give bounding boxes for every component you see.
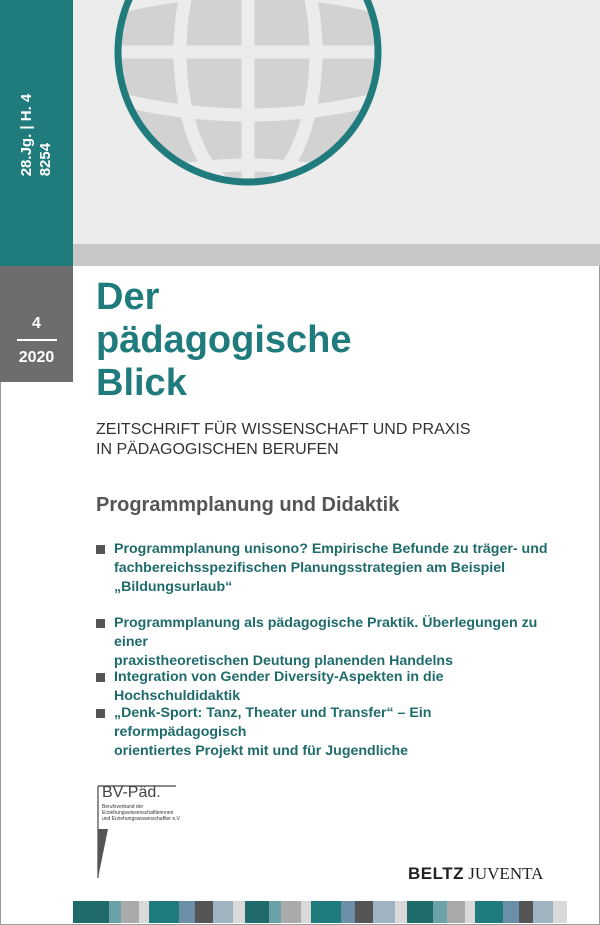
publisher-name-2: JUVENTA	[468, 864, 544, 883]
bottom-stripe	[73, 901, 600, 923]
subtitle-line: IN PÄDAGOGISCHEN BERUFEN	[96, 441, 339, 458]
article-line: orientiertes Projekt mit und für Jugendliche	[114, 743, 409, 759]
association-name: BV-Päd.	[102, 784, 161, 801]
publisher-name-1: BELTZ	[408, 864, 465, 883]
article-line: fachbereichsspezifischen Planungsstrategien am Beispiel	[114, 560, 506, 576]
article-line: Programmplanung unisono? Empirische Befunde zu träger- und	[114, 541, 548, 557]
volume-info	[17, 94, 55, 177]
bullet-square-icon	[96, 673, 105, 682]
association-fullname	[102, 804, 197, 822]
association-line: und Erziehungswissenschaftler e.V.	[102, 816, 181, 822]
title-line: pädagogische	[96, 319, 352, 361]
journal-subtitle	[96, 420, 471, 460]
bullet-square-icon	[96, 709, 105, 718]
issue-number: 4	[32, 315, 41, 332]
title-line: Der	[96, 276, 160, 318]
article-line: „Bildungsurlaub“	[114, 579, 233, 595]
issue-year: 2020	[18, 349, 55, 366]
list-item	[96, 704, 566, 761]
list-item	[96, 614, 566, 671]
header-strip	[73, 244, 600, 266]
issue-divider	[17, 339, 57, 341]
journal-title	[96, 276, 352, 405]
globe-icon	[110, 0, 386, 190]
code-line: 8254	[37, 142, 54, 177]
bullet-square-icon	[96, 619, 105, 628]
association-line: Erziehungswissenschaftlerinnen	[102, 810, 174, 816]
association-line: Berufsverband der	[102, 804, 144, 810]
title-line: Blick	[96, 362, 187, 404]
article-line: Programmplanung als pädagogische Praktik. Überlegungen zu einer	[114, 615, 538, 650]
article-line: praxistheoretischen Deutung planenden Handelns	[114, 653, 453, 669]
volume-line: 28.Jg. | H. 4	[18, 93, 35, 177]
association-logo	[96, 784, 194, 879]
list-item	[96, 668, 566, 706]
list-item	[96, 540, 566, 597]
bullet-square-icon	[96, 545, 105, 554]
section-title: Programmplanung und Didaktik	[96, 494, 400, 516]
volume-sidebar	[0, 0, 73, 266]
article-line: „Denk-Sport: Tanz, Theater und Transfer“ – Ein reformpädagogisch	[114, 705, 432, 740]
publisher-logo	[408, 864, 543, 884]
subtitle-line: ZEITSCHRIFT FÜR WISSENSCHAFT UND PRAXIS	[96, 421, 471, 438]
article-line: Integration von Gender Diversity-Aspekten in die Hochschuldidaktik	[114, 669, 444, 704]
